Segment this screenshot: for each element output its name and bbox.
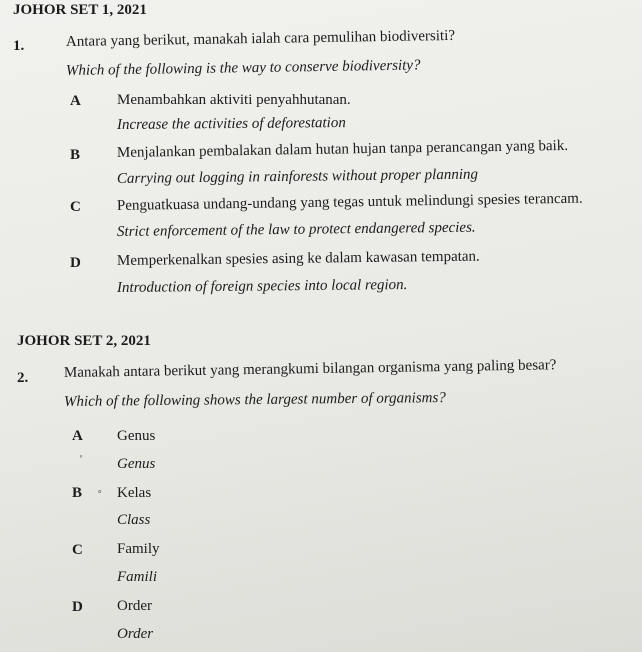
question1-number: 1. xyxy=(13,38,25,54)
question1-option-a-english: Increase the activities of deforestation xyxy=(116,115,346,133)
set2-heading: JOHOR SET 2, 2021 xyxy=(17,333,151,349)
question2-option-d-letter: D xyxy=(72,599,83,615)
question1-option-d-english: Introduction of foreign species into local region. xyxy=(116,276,408,296)
question2-option-b-english: Class xyxy=(117,512,151,528)
question2-option-c-malay: Family xyxy=(117,541,160,557)
pen-mark: ᵉ xyxy=(80,452,83,462)
question2-option-b-malay: Kelas xyxy=(117,485,152,501)
question1-option-c-malay: Penguatkuasa undang-undang yang tegas untuk melindungi spesies terancam. xyxy=(116,190,583,214)
question1-option-b-letter: B xyxy=(70,147,81,163)
question2-option-a-english: Genus xyxy=(117,456,156,472)
question2-option-d-english: Order xyxy=(117,626,154,642)
question2-option-c-letter: C xyxy=(72,542,83,558)
question2-option-a-letter: A xyxy=(72,428,83,444)
question2-option-b-letter: B xyxy=(72,485,83,501)
question1-option-a-malay: Menambahkan aktiviti penyahhutanan. xyxy=(117,92,351,108)
question2-option-c-english: Famili xyxy=(117,569,157,585)
question1-option-b-malay: Menjalankan pembalakan dalam hutan hujan tanpa perancangan yang baik. xyxy=(116,137,569,161)
question2-option-a-malay: Genus xyxy=(117,428,156,444)
question1-option-d-malay: Memperkenalkan spesies asing ke dalam kawasan tempatan. xyxy=(116,248,480,269)
dot-mark: ∘ xyxy=(97,486,103,498)
question1-option-c-letter: C xyxy=(70,199,81,215)
question2-number: 2. xyxy=(17,370,29,386)
question1-text-english: Which of the following is the way to conserve biodiversity? xyxy=(65,57,421,79)
question2-option-d-malay: Order xyxy=(117,598,152,614)
question1-option-a-letter: A xyxy=(70,93,81,109)
set1-heading: JOHOR SET 1, 2021 xyxy=(13,2,147,18)
question1-option-b-english: Carrying out logging in rainforests without proper planning xyxy=(116,166,479,187)
question1-option-c-english: Strict enforcement of the law to protect endangered species. xyxy=(116,219,476,240)
question2-text-malay: Manakah antara berikut yang merangkumi bilangan organisma yang paling besar? xyxy=(63,357,557,381)
question1-text-malay: Antara yang berikut, manakah ialah cara pemulihan biodiversiti? xyxy=(65,27,456,50)
question2-text-english: Which of the following shows the largest number of organisms? xyxy=(63,390,446,410)
question1-option-d-letter: D xyxy=(70,255,81,271)
